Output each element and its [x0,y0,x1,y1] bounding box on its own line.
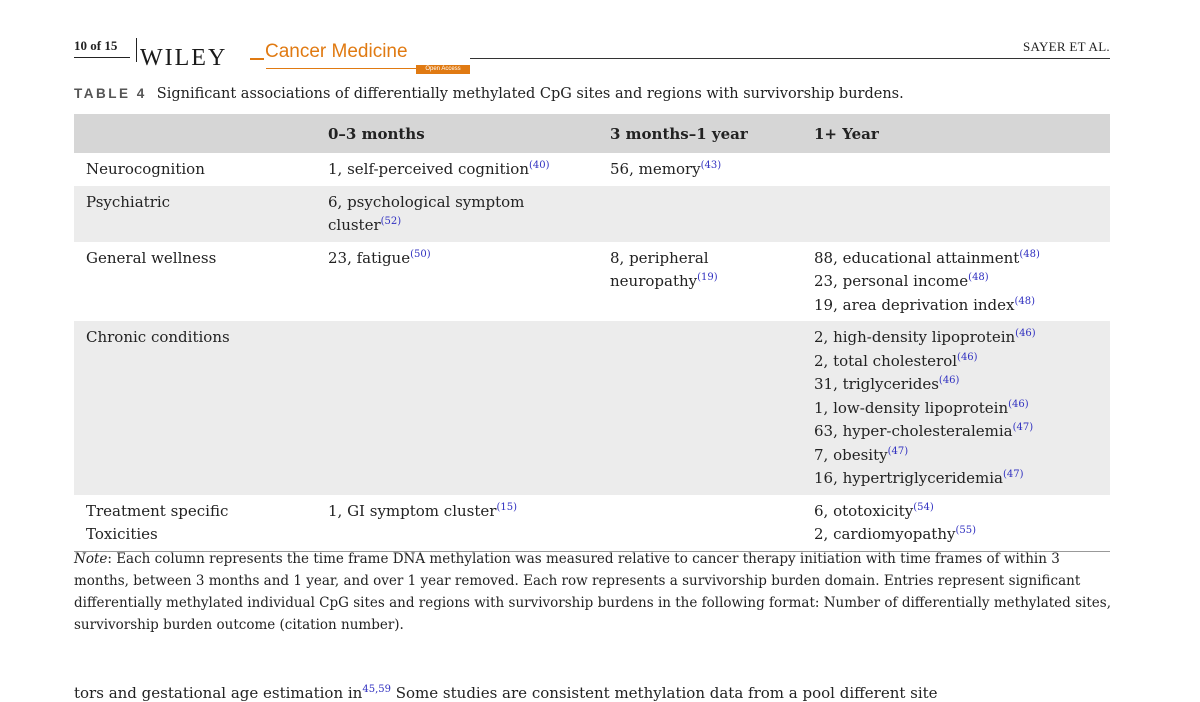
running-header [74,36,1110,76]
entry-text: 88, educational attainment [814,248,1020,267]
entry-text: 1, GI symptom cluster [328,501,497,520]
body-text-partial [74,684,1114,702]
row-domain-cell: Psychiatric [74,186,316,242]
citation-ref[interactable]: (47) [1012,422,1034,433]
citation-ref[interactable]: (48) [1019,248,1040,260]
header-main-rule [470,58,1110,59]
cell-entry [814,397,1098,421]
publisher-logo: WILEY [140,45,228,71]
body-text-before: tors and gestational age estimation in [74,684,363,702]
cell-entry [328,500,586,524]
cell-c3 [802,495,1110,552]
open-access-badge: Open Access [416,65,470,74]
row-domain-cell: Neurocognition [86,160,205,178]
cell-c2 [598,186,802,242]
citation-ref[interactable]: (47) [1002,469,1024,480]
note-text: : Each column represents the time frame DNA methylation was measured relative to cancer therapy initiation with time frames of within 3 months, between 3 months and 1 year, and over 1 year removed. Each row represents a survivorship burden domain. Entries represent significant differentially methylated individual CpG sites and regions with survivorship burdens in the following format: Number of differentially methylated sites, survivorship burden outcome (citation number). [74,551,1111,633]
citation-ref[interactable]: (40) [529,160,550,171]
cell-c3 [802,186,1110,242]
entry-text: 23, personal income [814,272,969,290]
cell-entry [814,326,1098,350]
cell-entry [328,191,586,238]
cell-c1 [316,242,598,322]
citation-ref[interactable]: (46) [938,375,960,386]
entry-text: 19, area deprivation index [814,295,1015,314]
body-citation[interactable]: 45,59 [362,684,391,695]
citation-ref[interactable]: (52) [380,216,402,227]
body-text-after: Some studies are consistent methylation data from a pool different site [390,684,938,702]
cell-c1 [316,153,598,186]
entry-text: 2, cardiomyopathy [814,525,956,543]
table-label: TABLE 4 [74,86,147,101]
citation-ref[interactable]: (15) [496,501,517,513]
header-rule [74,57,130,58]
cell-entry [814,350,1098,374]
citation-ref[interactable]: (47) [887,445,909,457]
entry-text: 31, triglycerides [814,375,939,393]
entry-text: 2, high-density lipoprotein [814,328,1016,346]
cell-c1 [316,495,598,552]
row-domain-cell: Chronic conditions [74,321,316,495]
cell-entry [814,444,1098,468]
cell-c1 [316,186,598,242]
entry-text: 7, obesity [814,445,888,464]
entry-text: 6, ototoxicity [814,501,914,520]
table-row [74,495,1110,552]
row-domain-cell: Treatment specific Toxicities [74,495,316,552]
cell-entry [610,247,790,294]
citation-ref[interactable]: (19) [697,272,718,283]
running-author: SAYER ET AL. [1022,39,1110,54]
cell-entry [814,523,1098,547]
cell-entry [814,247,1098,271]
cell-c3 [802,242,1110,322]
table-header-row [74,114,1110,153]
table-row [74,153,1110,186]
citation-ref[interactable]: (50) [410,248,431,260]
journal-title: Cancer Medicine [265,41,408,62]
cell-entry [814,500,1098,524]
entry-text: 1, self-perceived cognition [328,160,529,178]
table-caption [74,86,1110,102]
cell-c1 [316,321,598,495]
entry-text: 63, hyper-cholesteralemia [814,422,1013,440]
entry-text: 16, hypertriglyceridemia [814,469,1003,487]
citation-ref[interactable]: (46) [1015,328,1036,339]
entry-text: 1, low-density lipoprotein [814,398,1009,417]
entry-text: 56, memory [610,160,701,178]
column-header-0-3-months: 0–3 months [316,114,598,153]
citation-ref[interactable]: (46) [957,351,978,363]
cell-entry [610,158,790,182]
page-number: 10 of 15 [74,38,118,53]
citation-ref[interactable]: (55) [955,525,976,536]
table-row [74,242,1110,322]
table-row [74,321,1110,495]
column-header-1-plus-year: 1+ Year [802,114,1110,153]
note-label: Note [74,551,108,567]
cell-c2 [598,321,802,495]
header-divider [136,38,137,62]
entry-text: 8, peripheral neuropathy [610,248,709,290]
column-header-domain [74,114,316,153]
cell-entry [328,247,586,271]
cell-c3 [802,321,1110,495]
citation-ref[interactable]: (46) [1008,398,1029,410]
cell-c2 [598,153,802,186]
cell-entry [814,467,1098,491]
journal-dash [250,58,264,60]
cell-c3 [802,153,1110,186]
citation-ref[interactable]: (48) [968,272,989,283]
cell-entry [814,294,1098,318]
cell-entry [328,158,586,182]
table-row [74,186,1110,242]
table-caption-text: Significant associations of differentially methylated CpG sites and regions with survivorship burdens. [156,86,904,102]
cell-entry [814,270,1098,294]
column-header-3-months-1-year: 3 months–1 year [598,114,802,153]
citation-ref[interactable]: (54) [913,501,934,513]
entry-text: 2, total cholesterol [814,351,958,370]
row-domain-cell: General wellness [86,248,217,267]
table-body [74,153,1110,551]
results-table [74,114,1110,552]
table-note [74,548,1114,636]
citation-ref[interactable]: (48) [1014,295,1036,307]
cell-c2 [598,242,802,322]
citation-ref[interactable]: (43) [700,160,722,171]
cell-c2 [598,495,802,552]
entry-text: 23, fatigue [328,248,411,267]
journal-underline [266,68,416,69]
cell-entry [814,420,1098,444]
entry-text: 6, psychological symptom cluster [328,192,525,234]
cell-entry [814,373,1098,397]
